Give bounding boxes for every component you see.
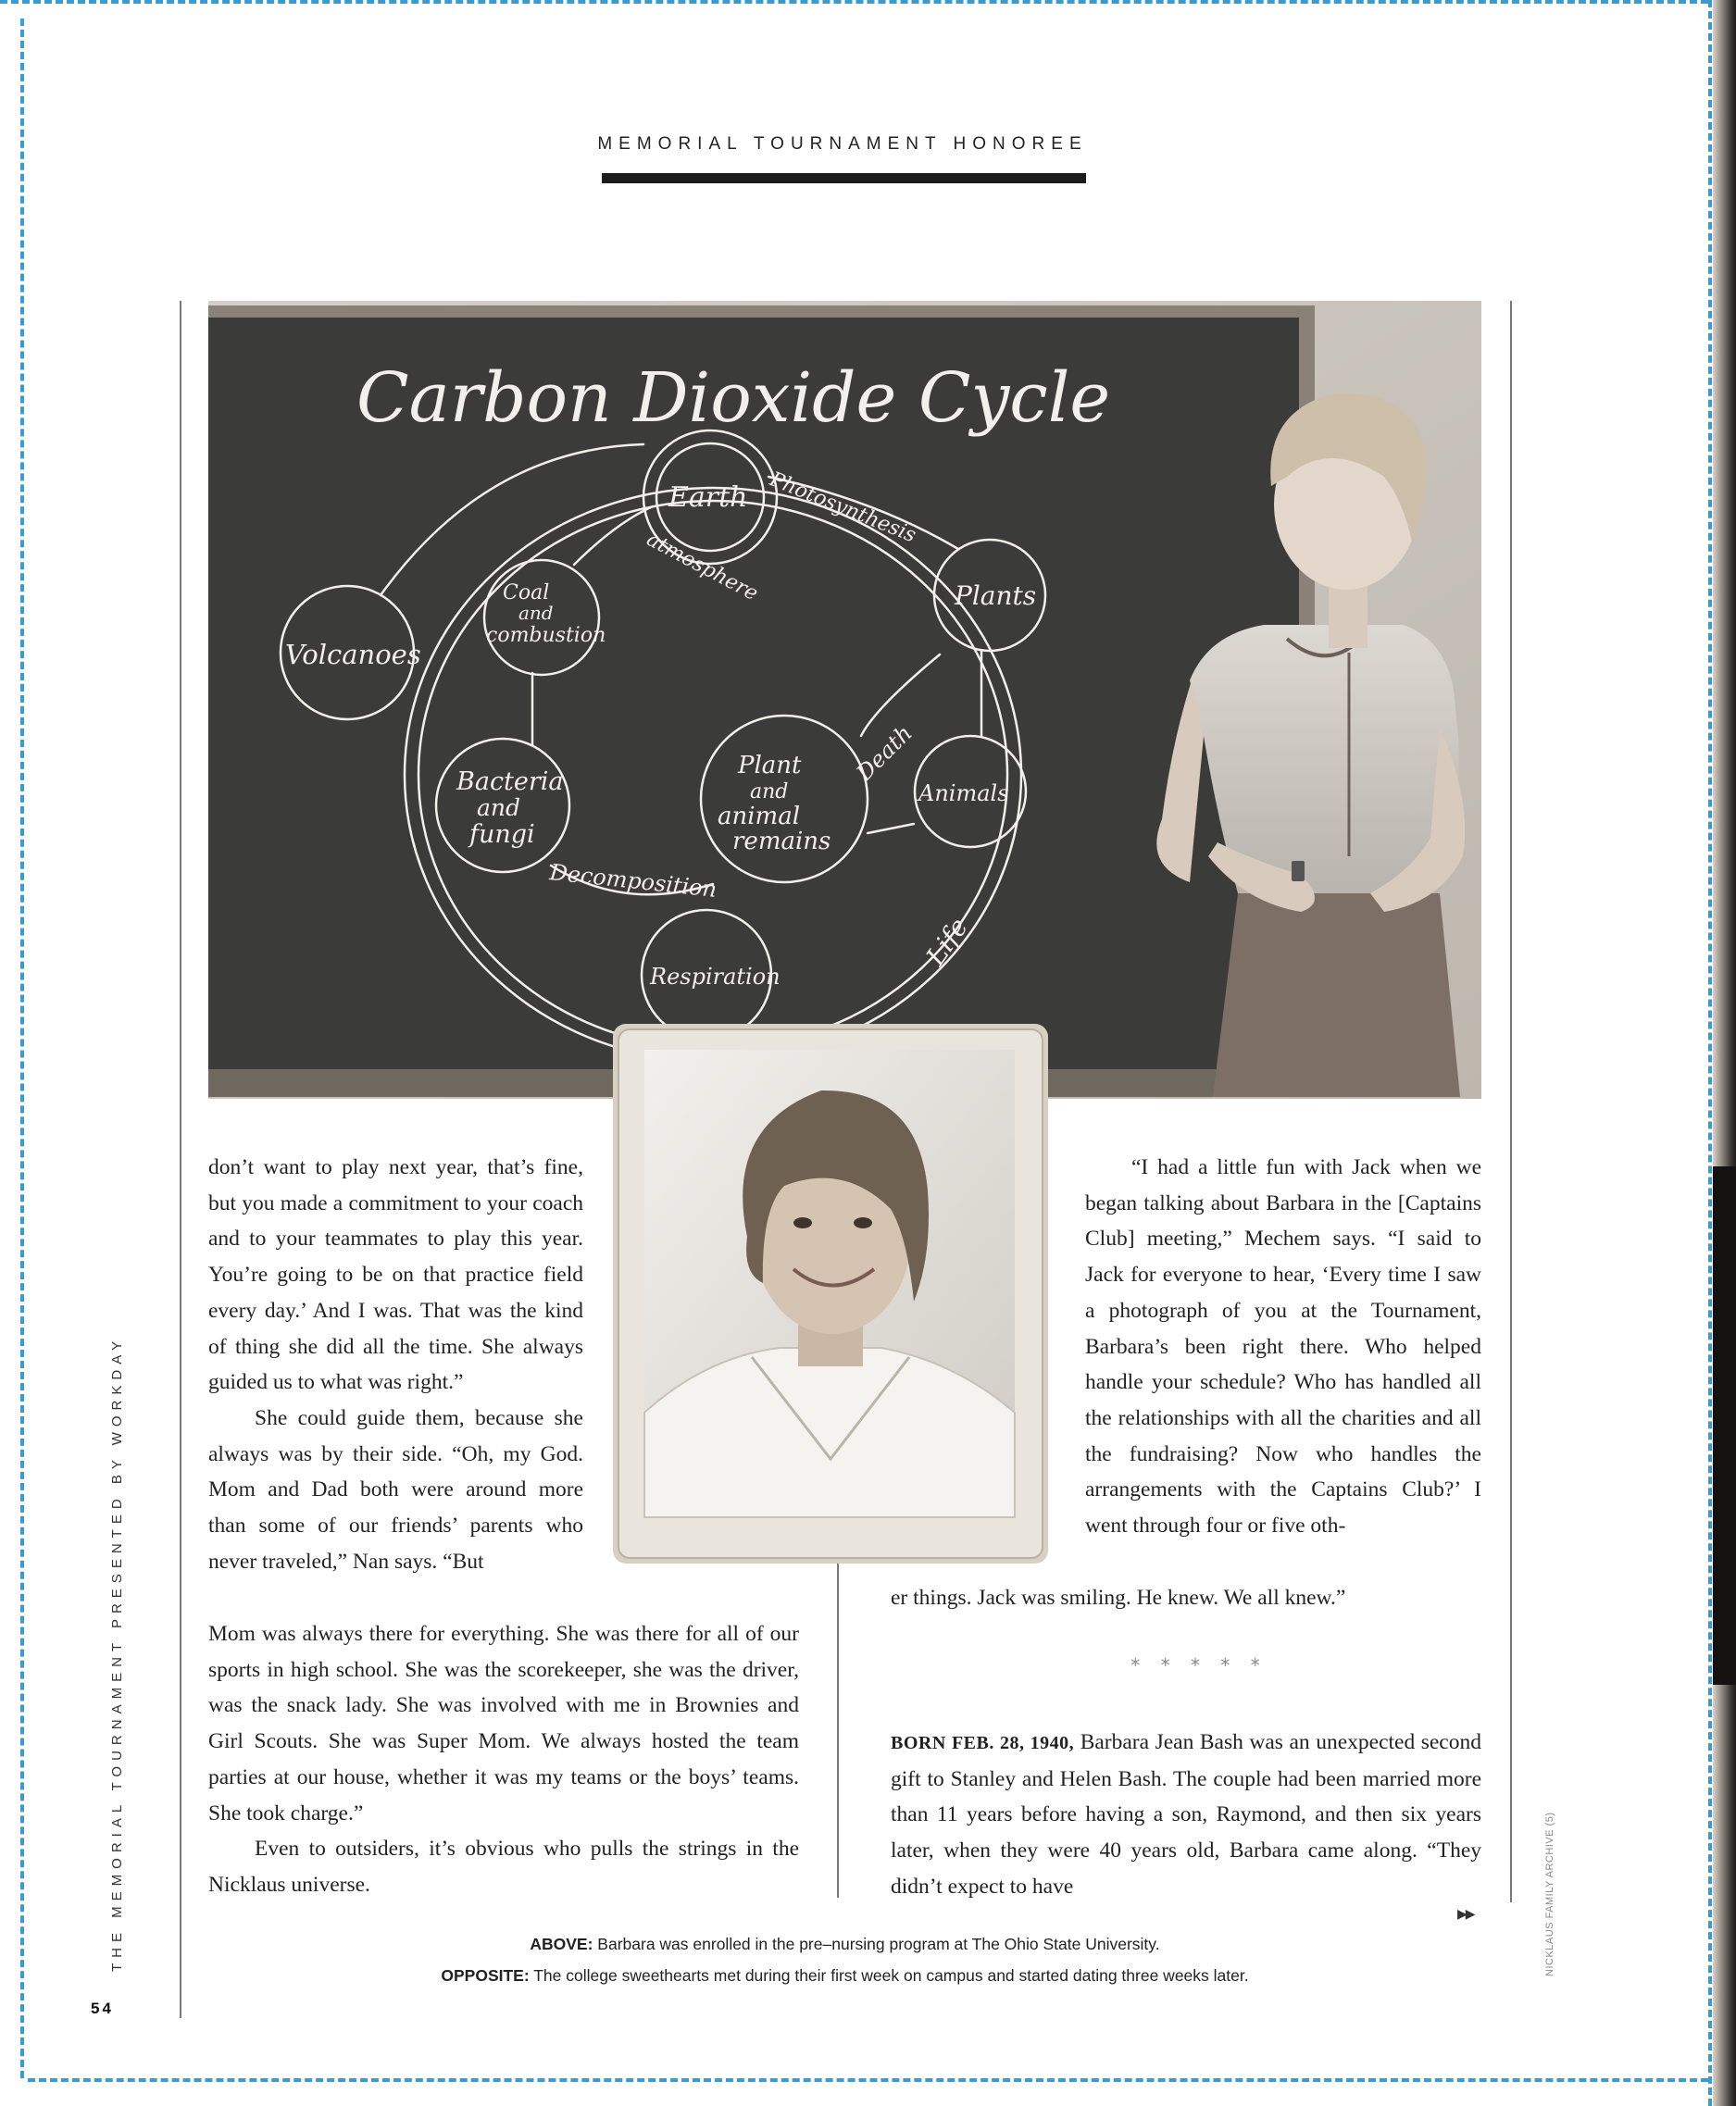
svg-text:Life: Life [919,912,974,972]
svg-text:Respiration: Respiration [650,964,781,990]
continued-arrow-icon: ▶▶ [1457,1907,1474,1922]
caption-above: ABOVE: Barbara was enrolled in the pre–nursing program at The Ohio State University. [530,1935,1160,1953]
born-paragraph: Barbara Jean Bash was an unexpected second gift to Stanley and Helen Bash. The couple had been married more than 11 years before having a son, Raymond, and then six years later, when they were 40 years old, Barbara came along. “They didn’t expect to have [891,1730,1481,1899]
svg-text:Photosynthesis: Photosynthesis [766,467,919,548]
kicker-rule [602,173,1086,183]
dashed-border-top [0,0,1708,4]
paragraph-mechem-quote-end: er things. Jack was smiling. He knew. We all knew.” [891,1586,1346,1610]
dashed-border-bottom [28,2078,1708,2082]
svg-text:Death: Death [851,719,918,787]
svg-text:animal: animal [718,803,801,830]
svg-text:Volcanoes: Volcanoes [285,639,421,670]
svg-text:Earth: Earth [668,481,748,514]
svg-text:combustion: combustion [486,624,606,647]
right-column-rule [1510,301,1512,1902]
svg-text:fungi: fungi [469,820,535,849]
svg-text:Plant: Plant [738,752,802,779]
paragraph-guide-them: She could guide them, because she always was by their side. “Oh, my God. Mom and Dad both were around more than some of our friends’ parents who never traveled,” Nan says. “But [208,1405,583,1574]
paragraph-mechem-quote: “I had a little fun with Jack when we began talking about Barbara in the [Captains Club] meeting,” Mechem says. “I said to Jack for everyone to hear, ‘Every time I saw a photograph of you at the Tournament, Barbara’s been right there. Who helped handle your schedule? Who has handled all the relationships with all the charities and all the fundraising? Now who handles the arrangements with the Captains Club?’ I went through four or five oth- [1085,1155,1481,1539]
svg-text:Coal: Coal [503,581,550,604]
svg-text:Bacteria: Bacteria [456,767,564,796]
born-lead-in: BORN FEB. 28, 1940, [891,1733,1075,1753]
svg-text:Decomposition: Decomposition [548,859,718,903]
left-column-rule [180,301,181,2018]
dashed-border-left [20,19,24,2078]
svg-text:and: and [750,780,789,804]
dashed-border-right [1708,0,1712,2106]
page-number: 54 [91,2000,114,2017]
section-kicker: MEMORIAL TOURNAMENT HONOREE [597,134,1088,154]
column-2-born [891,1725,1481,1905]
svg-text:and: and [477,794,521,821]
svg-text:Animals: Animals [918,780,1009,806]
chalkboard-title-text: Carbon Dioxide Cycle [356,358,1111,438]
paragraph-outsiders: Even to outsiders, it’s obvious who pulls the strings in the Nicklaus universe. [208,1837,799,1897]
column-2-lower [891,1580,1481,1616]
chalkboard-photo [208,301,1481,1099]
running-credit: THE MEMORIAL TOURNAMENT PRESENTED BY WORKDAY [109,1335,125,1972]
svg-text:atmosphere: atmosphere [643,528,762,606]
caption-opposite: OPPOSITE: The college sweethearts met during their first week on campus and started dating three weeks later. [441,1966,1249,1985]
facing-page-edge [1713,0,1736,2106]
column-2-upper [1085,1150,1481,1544]
svg-text:Plants: Plants [955,580,1037,611]
photo-credit: NICKLAUS FAMILY ARCHIVE (5) [1544,1812,1555,1976]
paragraph-super-mom: Mom was always there for everything. She was there for all of our sports in high school. She was the scorekeeper, she was the driver, was the snack lady. She was involved with me in Brownies and Girl Scouts. She was Super Mom. We always hosted the team parties at our house, whether it was my teams or the boys’ teams. She took charge.” [208,1622,799,1826]
column-1-upper [208,1150,583,1579]
svg-text:and: and [518,602,554,624]
facing-page-photo-edge [1713,1166,1736,1685]
column-1-lower [208,1616,799,1903]
paragraph-quote-end: don’t want to play next year, that’s fine, but you made a commitment to your coach and to your teammates to play this year. You’re going to be on that practice field every day.’ And I was. That was the kind of thing she did all the time. She always guided us to what was right.” [208,1155,583,1395]
section-divider-stars: * * * * * [1130,1654,1268,1676]
inset-portrait-photo [613,1024,1048,1564]
svg-text:remains: remains [732,828,831,855]
